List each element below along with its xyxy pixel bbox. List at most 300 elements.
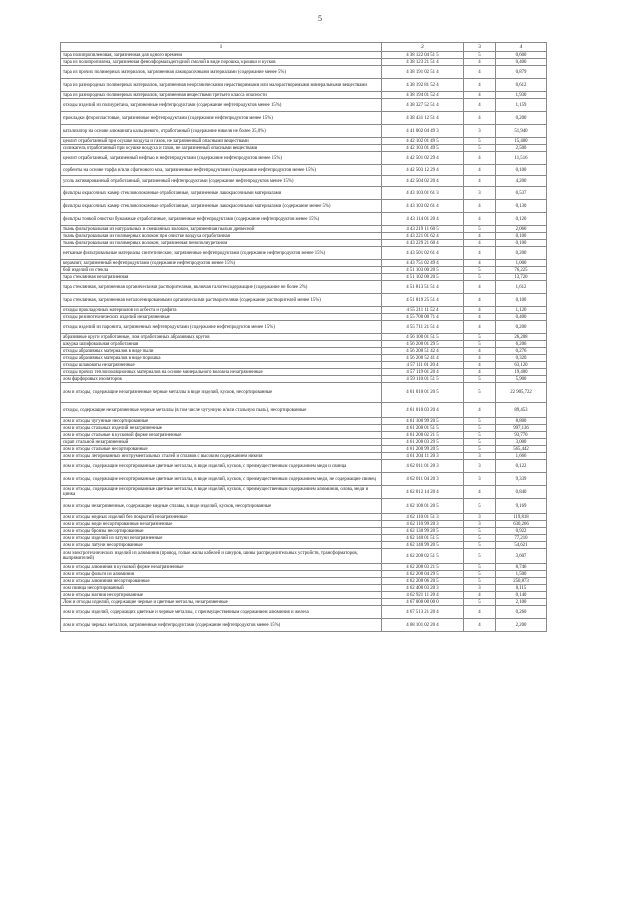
- row-cell-value: 19,400: [496, 369, 547, 376]
- row-cell-code: 4 62 012 14 20 4: [382, 486, 464, 499]
- row-cell-value: 15,400: [496, 138, 547, 145]
- row-cell-class: 5: [464, 571, 496, 578]
- table-row: [61, 418, 547, 425]
- table-row: [61, 348, 547, 355]
- row-cell-class: 4: [464, 79, 496, 92]
- row-cell-name: цеолит отработанный при осушке воздуха и газов, не загрязненный опасными веществами: [61, 138, 382, 145]
- row-cell-name: лом и отходы, содержащие несортированные цветные металлы, в виде изделий, кусков, с преимущественным содержанием меди, не содержащие свинец: [61, 473, 382, 486]
- row-cell-code: 4 42 103 01 49 5: [382, 145, 464, 152]
- row-cell-class: 5: [464, 138, 496, 145]
- row-cell-value: 0,320: [496, 355, 547, 362]
- row-cell-code: 4 55 211 11 52 4: [382, 307, 464, 314]
- row-cell-code: 4 43 103 01 61 3: [382, 187, 464, 200]
- table-row: [61, 99, 547, 112]
- row-cell-value: 630,266: [496, 521, 547, 528]
- row-cell-code: 4 56 200 52 41 4: [382, 355, 464, 362]
- row-cell-name: абразивные круги отработанные, лом отработанных абразивных кругов: [61, 334, 382, 341]
- row-cell-value: 1,612: [496, 281, 547, 294]
- row-cell-name: лом и отходы магния несортированные: [61, 592, 382, 599]
- table-row: [61, 165, 547, 176]
- row-cell-code: 4 62 011 01 20 3: [382, 460, 464, 473]
- row-cell-name: фильтры окрасочных камер стекловолоконные отработанные, загрязненные лакокрасочными материалами: [61, 187, 382, 200]
- row-cell-value: 0,400: [496, 59, 547, 66]
- row-cell-code: 4 61 200 03 29 5: [382, 439, 464, 446]
- row-cell-code: 4 42 504 02 20 4: [382, 176, 464, 187]
- row-cell-value: 0,100: [496, 165, 547, 176]
- row-cell-code: 4 56 200 51 42 4: [382, 348, 464, 355]
- row-cell-code: 4 43 501 02 61 4: [382, 247, 464, 260]
- row-cell-class: 5: [464, 535, 496, 542]
- row-cell-name: керамзит, загрязненный нефтепродуктами (содержание нефтепродуктов менее 15%): [61, 260, 382, 267]
- row-cell-value: 1,930: [496, 92, 547, 99]
- table-row: [61, 307, 547, 314]
- row-cell-class: 3: [464, 514, 496, 521]
- row-cell-class: 4: [464, 176, 496, 187]
- row-cell-class: 5: [464, 446, 496, 453]
- row-cell-code: 4 38 431 12 51 4: [382, 112, 464, 125]
- row-cell-value: 0,100: [496, 240, 547, 247]
- row-cell-class: 4: [464, 233, 496, 240]
- row-cell-name: нетканые фильтровальные материалы синтетические, загрязненные нефтепродуктами (содержание нефтепродуктов менее 15%): [61, 247, 382, 260]
- row-cell-name: лом и отходы латуни несортированные: [61, 542, 382, 549]
- row-cell-class: 5: [464, 226, 496, 233]
- row-cell-class: 4: [464, 307, 496, 314]
- row-cell-code: 4 38 194 01 52 4: [382, 92, 464, 99]
- row-cell-value: 6,206: [496, 341, 547, 348]
- row-cell-name: силикагель отработанный при осушке воздуха и газов, не загрязненный опасными веществами: [61, 145, 382, 152]
- table-row: [61, 564, 547, 571]
- row-cell-name: отходы, содержащие незагрязненные черные металлы (в том числе чугунную и/или стальную пыль), несортированные: [61, 403, 382, 418]
- row-cell-code: 4 51 102 00 20 5: [382, 274, 464, 281]
- table-row: [61, 549, 547, 564]
- row-cell-name: фильтры тонкой очистки бумажные отработанные, загрязненные нефтепродуктами (содержание нефтепродуктов менее 15%): [61, 213, 382, 226]
- row-cell-class: 4: [464, 112, 496, 125]
- row-cell-code: 4 57 119 01 20 4: [382, 369, 464, 376]
- row-cell-value: 0,120: [496, 213, 547, 226]
- row-cell-name: сорбенты на основе торфа и/или сфагнового мха, загрязненные нефтепродуктами (содержание нефтепродуктов менее 15%): [61, 165, 382, 176]
- table-row: [61, 267, 547, 274]
- row-cell-class: 4: [464, 200, 496, 213]
- row-cell-code: 4 67 000 00 00 0: [382, 599, 464, 606]
- row-cell-code: 4 62 130 99 20 5: [382, 528, 464, 535]
- table-row: [61, 473, 547, 486]
- row-cell-class: 5: [464, 578, 496, 585]
- row-cell-code: 4 62 200 04 29 5: [382, 571, 464, 578]
- row-cell-value: 0,115: [496, 585, 547, 592]
- row-cell-class: 5: [464, 499, 496, 514]
- row-cell-class: 3: [464, 187, 496, 200]
- row-cell-code: 4 51 813 51 51 4: [382, 281, 464, 294]
- table-row: [61, 314, 547, 321]
- table-row: [61, 571, 547, 578]
- row-cell-code: 4 38 123 21 51 4: [382, 59, 464, 66]
- row-cell-class: 4: [464, 213, 496, 226]
- row-cell-code: 4 51 819 25 51 4: [382, 294, 464, 307]
- table-row: [61, 535, 547, 542]
- row-cell-value: 2,500: [496, 145, 547, 152]
- row-cell-value: 63,120: [496, 362, 547, 369]
- row-cell-code: 4 51 103 00 20 5: [382, 267, 464, 274]
- row-cell-code: 4 55 700 00 71 4: [382, 314, 464, 321]
- row-cell-class: 4: [464, 260, 496, 267]
- row-cell-value: 1,500: [496, 571, 547, 578]
- table-row: [61, 578, 547, 585]
- row-cell-value: 0,537: [496, 187, 547, 200]
- row-cell-value: 0,200: [496, 112, 547, 125]
- table-row: [61, 226, 547, 233]
- row-cell-name: лом и отходы бронзы несортированные: [61, 528, 382, 535]
- row-cell-code: 4 42 102 01 49 5: [382, 138, 464, 145]
- row-cell-code: 4 43 103 02 61 4: [382, 200, 464, 213]
- row-cell-code: 4 62 110 99 20 3: [382, 521, 464, 528]
- row-cell-value: 119,818: [496, 514, 547, 521]
- table-row: [61, 66, 547, 79]
- row-cell-class: 5: [464, 274, 496, 281]
- row-cell-code: 4 68 101 02 20 4: [382, 619, 464, 632]
- row-cell-class: 5: [464, 425, 496, 432]
- row-cell-class: 3: [464, 521, 496, 528]
- row-cell-code: 4 43 229 21 60 4: [382, 240, 464, 247]
- table-row: [61, 592, 547, 599]
- row-cell-value: 22 905,722: [496, 383, 547, 403]
- row-cell-name: лом и отходы черных металлов, загрязненные нефтепродуктами (содержание нефтепродуктов менее 15%): [61, 619, 382, 632]
- row-cell-class: 4: [464, 59, 496, 66]
- row-cell-value: 11,516: [496, 152, 547, 165]
- table-row: [61, 499, 547, 514]
- row-cell-code: 4 38 122 04 51 5: [382, 52, 464, 59]
- row-cell-name: отходы изделий из полиуретана, загрязненные нефтепродуктами (содержание нефтепродуктов менее 15%): [61, 99, 382, 112]
- row-cell-value: 2,200: [496, 619, 547, 632]
- row-cell-name: отходы прочих теплоизоляционных материалов на основе минерального волокна незагрязненные: [61, 369, 382, 376]
- row-cell-value: 0,122: [496, 460, 547, 473]
- row-cell-code: 4 43 114 01 20 4: [382, 213, 464, 226]
- row-cell-name: лом и отходы медных изделий без покрытий незагрязненные: [61, 514, 382, 521]
- row-cell-class: 5: [464, 542, 496, 549]
- table-row: [61, 355, 547, 362]
- row-cell-value: 76,225: [496, 267, 547, 274]
- table-row: [61, 486, 547, 499]
- row-cell-class: 5: [464, 52, 496, 59]
- row-cell-name: лом и отходы, содержащие несортированные цветные металлы, в виде изделий, кусков, с преимущественным содержанием алюминия, олова, меди и цинка: [61, 486, 382, 499]
- row-cell-name: лом и отходы фольги из алюминия: [61, 571, 382, 578]
- row-cell-name: лом и отходы, содержащие несортированные цветные металлы, в виде изделий, кусков, с преимущественным содержанием меди и свинца: [61, 460, 382, 473]
- table-header-row: [61, 43, 547, 52]
- row-cell-class: 4: [464, 240, 496, 247]
- row-cell-code: 4 57 111 01 20 4: [382, 362, 464, 369]
- row-cell-value: 0,879: [496, 66, 547, 79]
- row-cell-class: 4: [464, 314, 496, 321]
- row-cell-name: ткань фильтровальная из полимерных волокон, загрязненная пенополиуретаном: [61, 240, 382, 247]
- table-row: [61, 376, 547, 383]
- row-cell-value: 1,159: [496, 99, 547, 112]
- table-row: [61, 294, 547, 307]
- row-cell-class: 3: [464, 125, 496, 138]
- row-cell-class: 5: [464, 432, 496, 439]
- row-cell-code: 4 38 192 81 52 4: [382, 79, 464, 92]
- row-cell-value: 565,442: [496, 446, 547, 453]
- row-cell-name: цеолит отработанный, загрязненный нефтью и нефтепродуктами (содержание нефтепродуктов менее 15%): [61, 152, 382, 165]
- row-cell-value: 0,100: [496, 294, 547, 307]
- row-cell-name: лом электротехнических изделий из алюминия (провод, голые жилы кабелей и шнуров, шины распределительных устройств, трансформаторов, выпрямителей): [61, 549, 382, 564]
- row-cell-name: тара из разнородных полимерных материалов, загрязненная веществами третьего класса опасности: [61, 92, 382, 99]
- row-cell-value: 8,800: [496, 418, 547, 425]
- row-cell-value: 997,136: [496, 425, 547, 432]
- header-cell-class: 3: [464, 43, 496, 52]
- table-row: [61, 521, 547, 528]
- row-cell-value: 0,400: [496, 314, 547, 321]
- row-cell-value: 51,940: [496, 125, 547, 138]
- row-cell-code: 4 55 711 21 51 4: [382, 321, 464, 334]
- row-cell-value: 2,100: [496, 599, 547, 606]
- row-cell-name: отходы изделий из паронита, загрязненных нефтепродуктами (содержание нефтепродуктов менее 15%): [61, 321, 382, 334]
- row-cell-code: 4 59 110 01 51 5: [382, 376, 464, 383]
- table-row: [61, 599, 547, 606]
- table-row: [61, 112, 547, 125]
- table-row: [61, 59, 547, 66]
- row-cell-value: 4,200: [496, 176, 547, 187]
- table-row: [61, 52, 547, 59]
- row-cell-class: 3: [464, 585, 496, 592]
- row-cell-value: 0,130: [496, 200, 547, 213]
- row-cell-name: отходы прокладочных материалов из асбеста и графита: [61, 307, 382, 314]
- row-cell-name: лом фарфоровых изоляторов: [61, 376, 382, 383]
- row-cell-class: 4: [464, 369, 496, 376]
- table-row: [61, 606, 547, 619]
- row-cell-class: 4: [464, 247, 496, 260]
- waste-table: [60, 42, 547, 632]
- row-cell-value: 77,210: [496, 535, 547, 542]
- row-cell-value: 0,612: [496, 79, 547, 92]
- row-cell-class: 5: [464, 341, 496, 348]
- table-row: [61, 362, 547, 369]
- row-cell-code: 4 61 200 99 20 5: [382, 446, 464, 453]
- row-cell-code: 4 61 010 03 20 4: [382, 403, 464, 418]
- row-cell-name: лом свинца несортированный: [61, 585, 382, 592]
- row-cell-class: 5: [464, 418, 496, 425]
- table-row: [61, 460, 547, 473]
- table-row: [61, 542, 547, 549]
- row-cell-name: тара стеклянная, загрязненная негалогенированными органическими растворителями (содержание растворителей менее 15%): [61, 294, 382, 307]
- row-cell-code: 4 61 200 02 21 5: [382, 432, 464, 439]
- row-cell-value: 0,276: [496, 348, 547, 355]
- row-cell-class: 4: [464, 348, 496, 355]
- row-cell-name: тара из полипропилена, загрязненная фенолформальдегидной смолой в виде порошка, крошки и кусков: [61, 59, 382, 66]
- row-cell-value: 9,339: [496, 473, 547, 486]
- row-cell-name: уголь активированный отработанный, загрязненный нефтепродуктами (содержание нефтепродуктов менее 15%): [61, 176, 382, 187]
- row-cell-class: 4: [464, 486, 496, 499]
- row-cell-value: 26,208: [496, 334, 547, 341]
- row-cell-class: 3: [464, 460, 496, 473]
- row-cell-code: 4 62 140 01 51 5: [382, 535, 464, 542]
- row-cell-value: 0,200: [496, 321, 547, 334]
- row-cell-value: 0,100: [496, 233, 547, 240]
- row-cell-code: 4 62 200 06 20 5: [382, 578, 464, 585]
- row-cell-class: 5: [464, 528, 496, 535]
- row-cell-name: отходы шлаковаты незагрязненные: [61, 362, 382, 369]
- row-cell-value: 9,169: [496, 499, 547, 514]
- row-cell-name: фильтры окрасочных камер стекловолоконные отработанные, загрязненные лакокрасочными материалами (содержание менее 5%): [61, 200, 382, 213]
- row-cell-code: 4 41 002 04 49 3: [382, 125, 464, 138]
- row-cell-name: тара стеклянная незагрязненная: [61, 274, 382, 281]
- row-cell-name: лом и отходы, содержащие незагрязненные черные металлы в виде изделий, кусков, несортированные: [61, 383, 382, 403]
- row-cell-class: 5: [464, 564, 496, 571]
- row-cell-name: лом и отходы стальные несортированные: [61, 446, 382, 453]
- table-row: [61, 152, 547, 165]
- header-cell-value: 4: [496, 43, 547, 52]
- table-row: [61, 585, 547, 592]
- row-cell-value: 0,600: [496, 52, 547, 59]
- table-row: [61, 446, 547, 453]
- row-cell-value: 1,666: [496, 453, 547, 460]
- table-row: [61, 247, 547, 260]
- row-cell-code: 4 43 221 01 62 4: [382, 233, 464, 240]
- row-cell-code: 4 62 200 02 51 5: [382, 549, 464, 564]
- row-cell-code: 4 38 191 02 51 4: [382, 66, 464, 79]
- table-row: [61, 403, 547, 418]
- row-cell-code: 4 62 110 01 51 3: [382, 514, 464, 521]
- row-cell-code: 4 62 140 99 20 5: [382, 542, 464, 549]
- header-cell-code: 2: [382, 43, 464, 52]
- row-cell-class: 5: [464, 145, 496, 152]
- row-cell-name: ткань фильтровальная из полимерных волокон при очистке воздуха отработанная: [61, 233, 382, 240]
- row-cell-value: 0,200: [496, 247, 547, 260]
- table-row: [61, 213, 547, 226]
- row-cell-name: лом и отходы изделий, содержащих цветные и черные металлы, с преимущественным содержанием алюминия и железа: [61, 606, 382, 619]
- row-cell-name: катализатор на основе алюмината кальциевого, отработанный (содержание никеля не более 35,0%): [61, 125, 382, 138]
- row-cell-name: бой изделий из стекла: [61, 267, 382, 274]
- table-row: [61, 281, 547, 294]
- row-cell-value: 1,120: [496, 307, 547, 314]
- table-row: [61, 240, 547, 247]
- row-cell-name: лом и отходы алюминия в кусковой форме незагрязненные: [61, 564, 382, 571]
- row-cell-name: лом и отходы изделий из латуни незагрязненные: [61, 535, 382, 542]
- row-cell-value: 0,840: [496, 486, 547, 499]
- row-cell-code: 4 62 200 03 21 5: [382, 564, 464, 571]
- row-cell-class: 4: [464, 355, 496, 362]
- table-row: [61, 79, 547, 92]
- row-cell-name: тара из разнородных полимерных материалов, загрязненная неорганическими нерастворимыми или малорастворимыми минеральными веществами: [61, 79, 382, 92]
- row-cell-value: 0,140: [496, 592, 547, 599]
- row-cell-class: 4: [464, 606, 496, 619]
- row-cell-name: скрап стальной незагрязненный: [61, 439, 382, 446]
- row-cell-class: 4: [464, 165, 496, 176]
- row-cell-class: 4: [464, 294, 496, 307]
- row-cell-name: тара стеклянная, загрязненная органическими растворителями, включая галогенсодержащие (содержание не более 2%): [61, 281, 382, 294]
- row-cell-class: 5: [464, 439, 496, 446]
- row-cell-code: 4 61 204 11 20 3: [382, 453, 464, 460]
- row-cell-name: тара полипропиленовая, загрязненная для одного времени: [61, 52, 382, 59]
- row-cell-code: 4 61 200 01 51 5: [382, 425, 464, 432]
- row-cell-class: 5: [464, 334, 496, 341]
- table-row: [61, 341, 547, 348]
- row-cell-code: 4 38 327 52 51 4: [382, 99, 464, 112]
- table-row: [61, 233, 547, 240]
- table-row: [61, 125, 547, 138]
- table-row: [61, 274, 547, 281]
- row-cell-value: 8,746: [496, 564, 547, 571]
- table-row: [61, 369, 547, 376]
- row-cell-code: 4 61 010 01 20 5: [382, 383, 464, 403]
- row-cell-code: 4 62 100 01 20 5: [382, 499, 464, 514]
- table-row: [61, 176, 547, 187]
- row-cell-name: лом и отходы алюминия несортированные: [61, 578, 382, 585]
- table-row: [61, 619, 547, 632]
- table-row: [61, 453, 547, 460]
- row-cell-class: 5: [464, 267, 496, 274]
- row-cell-class: 4: [464, 321, 496, 334]
- row-cell-value: 5,900: [496, 376, 547, 383]
- row-cell-name: отходы абразивных материалов в виде порошка: [61, 355, 382, 362]
- row-cell-name: отходы абразивных материалов в виде пыли: [61, 348, 382, 355]
- row-cell-name: лом и отходы стальных изделий незагрязненные: [61, 425, 382, 432]
- row-cell-class: 4: [464, 281, 496, 294]
- table-row: [61, 432, 547, 439]
- row-cell-name: лом и отходы незагрязненные, содержащие медные сплавы, в виде изделий, кусков, несортированные: [61, 499, 382, 514]
- row-cell-code: 4 61 100 99 20 5: [382, 418, 464, 425]
- row-cell-code: 4 62 921 11 20 4: [382, 592, 464, 599]
- row-cell-class: 4: [464, 403, 496, 418]
- table-row: [61, 321, 547, 334]
- page-number: 5: [318, 14, 322, 23]
- table-row: [61, 187, 547, 200]
- row-cell-class: 4: [464, 152, 496, 165]
- row-cell-value: 0,260: [496, 606, 547, 619]
- row-cell-name: шкурка шлифовальная отработанная: [61, 341, 382, 348]
- row-cell-code: 4 42 501 02 29 4: [382, 152, 464, 165]
- row-cell-class: 5: [464, 599, 496, 606]
- row-cell-class: 4: [464, 619, 496, 632]
- row-cell-name: лом и отходы стальные в кусковой форме незагрязненные: [61, 432, 382, 439]
- row-cell-class: 4: [464, 92, 496, 99]
- table-row: [61, 528, 547, 535]
- table-row: [61, 92, 547, 99]
- row-cell-class: 5: [464, 549, 496, 564]
- row-cell-name: Лом и отходы изделий, содержащие черные и цветные металлы, незагрязненные: [61, 599, 382, 606]
- row-cell-value: 250,873: [496, 578, 547, 585]
- table-row: [61, 260, 547, 267]
- table-row: [61, 383, 547, 403]
- row-cell-name: лом и отходы легированных инструментальных сталей и сплавов с высоким содержанием никеля: [61, 453, 382, 460]
- row-cell-class: 4: [464, 66, 496, 79]
- row-cell-code: 4 62 011 04 20 3: [382, 473, 464, 486]
- row-cell-name: лом и отходы меди несортированные незагрязненные: [61, 521, 382, 528]
- table-row: [61, 439, 547, 446]
- row-cell-name: отходы резинотехнических изделий незагрязненные: [61, 314, 382, 321]
- table-row: [61, 138, 547, 145]
- row-cell-name: прокладки фторопластовые, загрязненные нефтепродуктами (содержание нефтепродуктов менее 15%): [61, 112, 382, 125]
- row-cell-class: 4: [464, 99, 496, 112]
- row-cell-name: тара из прочих полимерных материалов, загрязненная лакокрасочными материалами (содержание менее 5%): [61, 66, 382, 79]
- row-cell-name: ткань фильтровальная из натуральных и смешанных волокон, загрязненная пылью древесной: [61, 226, 382, 233]
- row-cell-value: 0,922: [496, 528, 547, 535]
- row-cell-value: 1,000: [496, 260, 547, 267]
- row-cell-code: 4 67 513 21 20 4: [382, 606, 464, 619]
- row-cell-code: 4 43 219 11 60 5: [382, 226, 464, 233]
- waste-table-body: [61, 43, 547, 632]
- row-cell-class: 4: [464, 362, 496, 369]
- row-cell-code: 4 42 503 12 29 4: [382, 165, 464, 176]
- row-cell-name: лом и отходы чугунные несортированные: [61, 418, 382, 425]
- row-cell-value: 89,453: [496, 403, 547, 418]
- row-cell-value: 3,000: [496, 439, 547, 446]
- row-cell-value: 2,060: [496, 226, 547, 233]
- row-cell-code: 4 56 200 01 29 5: [382, 341, 464, 348]
- row-cell-value: 54,621: [496, 542, 547, 549]
- row-cell-value: 3,607: [496, 549, 547, 564]
- row-cell-class: 3: [464, 453, 496, 460]
- table-row: [61, 334, 547, 341]
- table-row: [61, 514, 547, 521]
